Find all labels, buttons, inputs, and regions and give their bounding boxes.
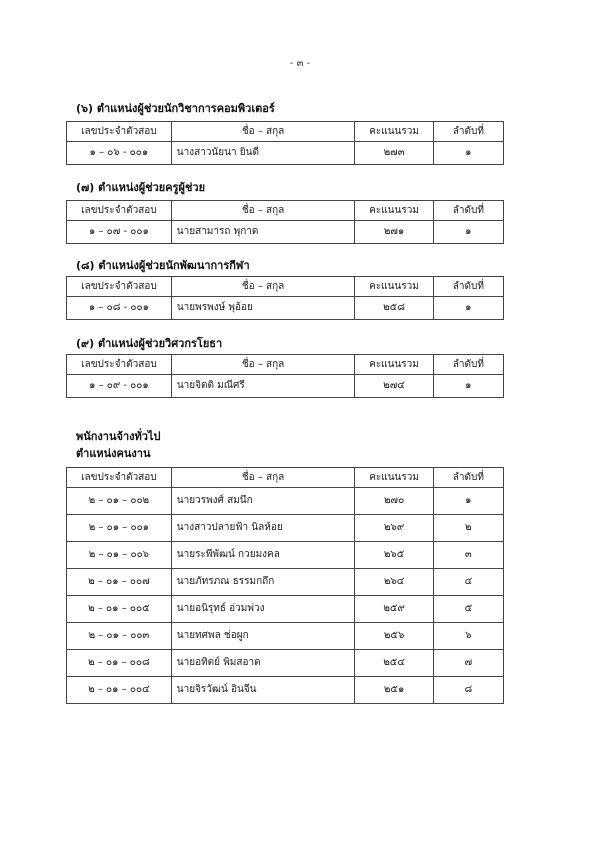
- header-score: คะแนนรวม: [355, 201, 433, 221]
- header-rank: ลำดับที่: [433, 122, 503, 142]
- name-cell: [171, 488, 355, 515]
- header-score: คะแนนรวม: [355, 122, 433, 142]
- table-row: [67, 542, 504, 569]
- name-text: นางสาวนัยนา ยินดี: [176, 147, 259, 158]
- section-heading-9: (๙) ตำแหน่งผู้ช่วยวิศวกรโยธา: [76, 337, 223, 350]
- header-exam-id: เลขประจำตัวสอบ: [67, 277, 172, 297]
- section-heading-8: (๘) ตำแหน่งผู้ช่วยนักพัฒนาการกีฬา: [76, 259, 250, 272]
- general-title: พนักงานจ้างทั่วไป: [76, 430, 161, 443]
- table-row: [67, 623, 504, 650]
- exam-id-cell: ๑ – ๐๘ - ๐๐๑: [67, 297, 172, 320]
- table-row: [67, 221, 504, 244]
- header-rank: ลำดับที่: [433, 468, 503, 488]
- rank-cell: ๑: [433, 221, 503, 244]
- table-header-row: [67, 201, 504, 221]
- rank-cell: ๑: [433, 142, 503, 165]
- rank-cell: ๓: [433, 542, 503, 569]
- name-cell: [171, 623, 355, 650]
- rank-cell: ๕: [433, 596, 503, 623]
- rank-cell: ๒: [433, 515, 503, 542]
- header-rank: ลำดับที่: [433, 201, 503, 221]
- header-name: ชื่อ – สกุล: [171, 355, 355, 375]
- general-subtitle: ตำแหน่งคนงาน: [76, 447, 151, 460]
- name-text: นายภัทรภณ ธรรมกถึก: [176, 576, 275, 587]
- score-cell: ๒๕๙: [355, 596, 433, 623]
- header-score: คะแนนรวม: [355, 277, 433, 297]
- exam-id-cell: ๒ – ๐๑ – ๐๐๗: [67, 569, 172, 596]
- score-cell: ๒๖๔: [355, 569, 433, 596]
- header-exam-id: เลขประจำตัวสอบ: [67, 468, 172, 488]
- score-cell: ๒๕๘: [355, 297, 433, 320]
- table-row: [67, 569, 504, 596]
- header-name: ชื่อ – สกุล: [171, 201, 355, 221]
- exam-id-cell: ๒ – ๐๑ – ๐๐๖: [67, 542, 172, 569]
- page-number: - ๓ -: [289, 58, 311, 69]
- name-cell: [171, 142, 355, 165]
- header-score: คะแนนรวม: [355, 355, 433, 375]
- results-table-7: [66, 200, 504, 244]
- section-heading-7: (๗) ตำแหน่งผู้ช่วยครูผู้ช่วย: [76, 181, 206, 194]
- name-text: นางสาวปลายฟ้า นิลห้อย: [176, 522, 283, 533]
- name-text: นายวรพงศ์ สมนึก: [176, 495, 253, 506]
- section-heading-6: (๖) ตำแหน่งผู้ช่วยนักวิชาการคอมพิวเตอร์: [76, 102, 275, 115]
- table-row: [67, 650, 504, 677]
- header-rank: ลำดับที่: [433, 277, 503, 297]
- table-row: [67, 488, 504, 515]
- rank-cell: ๔: [433, 569, 503, 596]
- score-cell: ๒๕๖: [355, 623, 433, 650]
- name-text: นายทศพล ช่อผูก: [176, 630, 249, 641]
- table-header-row: [67, 355, 504, 375]
- score-cell: ๒๗๑: [355, 221, 433, 244]
- score-cell: ๒๗๐: [355, 488, 433, 515]
- table-row: [67, 297, 504, 320]
- name-cell: [171, 650, 355, 677]
- name-cell: [171, 375, 355, 398]
- table-row: [67, 677, 504, 704]
- name-text: นายสามารถ พุกาด: [176, 226, 259, 237]
- exam-id-cell: ๒ – ๐๑ – ๐๐๓: [67, 623, 172, 650]
- header-name: ชื่อ – สกุล: [171, 122, 355, 142]
- exam-id-cell: ๒ – ๐๑ – ๐๐๒: [67, 488, 172, 515]
- exam-id-cell: ๒ – ๐๑ – ๐๐๑: [67, 515, 172, 542]
- header-rank: ลำดับที่: [433, 355, 503, 375]
- rank-cell: ๘: [433, 677, 503, 704]
- header-score: คะแนนรวม: [355, 468, 433, 488]
- exam-id-cell: ๒ – ๐๑ – ๐๐๕: [67, 596, 172, 623]
- rank-cell: ๑: [433, 297, 503, 320]
- table-row: [67, 515, 504, 542]
- exam-id-cell: ๑ – ๐๙ - ๐๐๑: [67, 375, 172, 398]
- results-table-general: [66, 467, 504, 704]
- name-cell: [171, 221, 355, 244]
- score-cell: ๒๗๔: [355, 375, 433, 398]
- table-row: [67, 375, 504, 398]
- name-text: นายจิรวัฒน์ อินจีน: [176, 684, 257, 695]
- table-header-row: [67, 468, 504, 488]
- exam-id-cell: ๑ – ๐๖ - ๐๐๑: [67, 142, 172, 165]
- table-header-row: [67, 277, 504, 297]
- score-cell: ๒๕๔: [355, 650, 433, 677]
- rank-cell: ๗: [433, 650, 503, 677]
- table-header-row: [67, 122, 504, 142]
- name-cell: [171, 297, 355, 320]
- rank-cell: ๑: [433, 375, 503, 398]
- score-cell: ๒๗๓: [355, 142, 433, 165]
- name-cell: [171, 596, 355, 623]
- name-cell: [171, 569, 355, 596]
- name-text: นายพรพงษ์ พุอ้อย: [176, 302, 253, 313]
- name-cell: [171, 542, 355, 569]
- header-exam-id: เลขประจำตัวสอบ: [67, 355, 172, 375]
- exam-id-cell: ๒ – ๐๑ – ๐๐๘: [67, 650, 172, 677]
- results-table-9: [66, 354, 504, 398]
- rank-cell: ๖: [433, 623, 503, 650]
- name-cell: [171, 677, 355, 704]
- table-row: [67, 596, 504, 623]
- exam-id-cell: ๒ – ๐๑ – ๐๐๔: [67, 677, 172, 704]
- score-cell: ๒๖๙: [355, 515, 433, 542]
- exam-id-cell: ๑ – ๐๗ - ๐๐๑: [67, 221, 172, 244]
- table-row: [67, 142, 504, 165]
- name-text: นายจิตติ มณีศรี: [176, 380, 245, 391]
- general-table-body: [67, 488, 504, 704]
- rank-cell: ๑: [433, 488, 503, 515]
- name-text: นายอนิรุทธ์ อ่วมพ่วง: [176, 603, 265, 614]
- header-name: ชื่อ – สกุล: [171, 468, 355, 488]
- header-name: ชื่อ – สกุล: [171, 277, 355, 297]
- header-exam-id: เลขประจำตัวสอบ: [67, 201, 172, 221]
- name-cell: [171, 515, 355, 542]
- header-exam-id: เลขประจำตัวสอบ: [67, 122, 172, 142]
- name-text: นายระพีพัฒน์ กวยมงคล: [176, 549, 280, 560]
- name-text: นายอทิตย์ พิมสอาด: [176, 657, 261, 668]
- results-table-6: [66, 121, 504, 165]
- results-table-8: [66, 276, 504, 320]
- score-cell: ๒๖๕: [355, 542, 433, 569]
- score-cell: ๒๕๑: [355, 677, 433, 704]
